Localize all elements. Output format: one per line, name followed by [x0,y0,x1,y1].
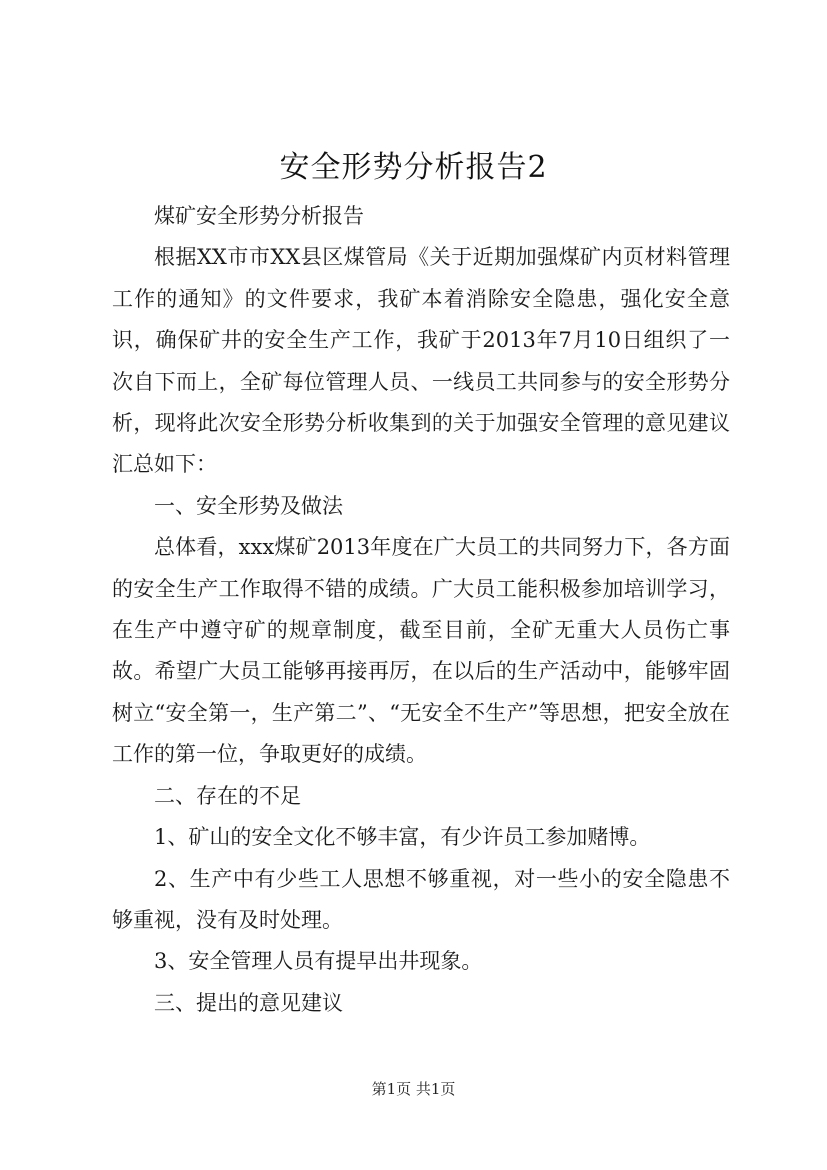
intro-paragraph: 根据XX市市XX县区煤管局《关于近期加强煤矿内页材料管理工作的通知》的文件要求，我矿本着消除安全隐患，强化安全意识，确保矿井的安全生产工作，我矿于2013年7月10日组织了一次自下而上，全矿每位管理人员、一线员工共同参与的安全形势分析，现将此次安全形势分析收集到的关于加强安全管理的意见建议汇总如下： [112,245,730,477]
document-body [112,196,730,1024]
list-item-2: 2、生产中有少些工人思想不够重视，对一些小的安全隐患不够重视，没有及时处理。 [112,866,730,932]
section-heading-1: 一、安全形势及做法 [154,493,343,518]
section-heading-2: 二、存在的不足 [154,783,301,808]
subtitle-paragraph: 煤矿安全形势分析报告 [154,204,364,228]
list-item-3: 3、安全管理人员有提早出井现象。 [154,949,483,974]
summary-paragraph: 总体看，xxx煤矿2013年度在广大员工的共同努力下，各方面的安全生产工作取得不错的成绩。广大员工能积极参加培训学习，在生产中遵守矿的规章制度，截至目前，全矿无重大人员伤亡事故。希望广大员工能够再接再厉，在以后的生产活动中，能够牢固树立“安全第一，生产第二”、“无安全不生产”等思想，把安全放在工作的第一位，争取更好的成绩。 [112,535,730,767]
list-item-1: 1、矿山的安全文化不够丰富，有少许员工参加赌博。 [154,825,651,850]
page-footer: 第1页 共1页 [371,1080,456,1098]
document-title: 安全形势分析报告2 [279,150,548,185]
section-heading-3: 三、提出的意见建议 [154,990,343,1015]
